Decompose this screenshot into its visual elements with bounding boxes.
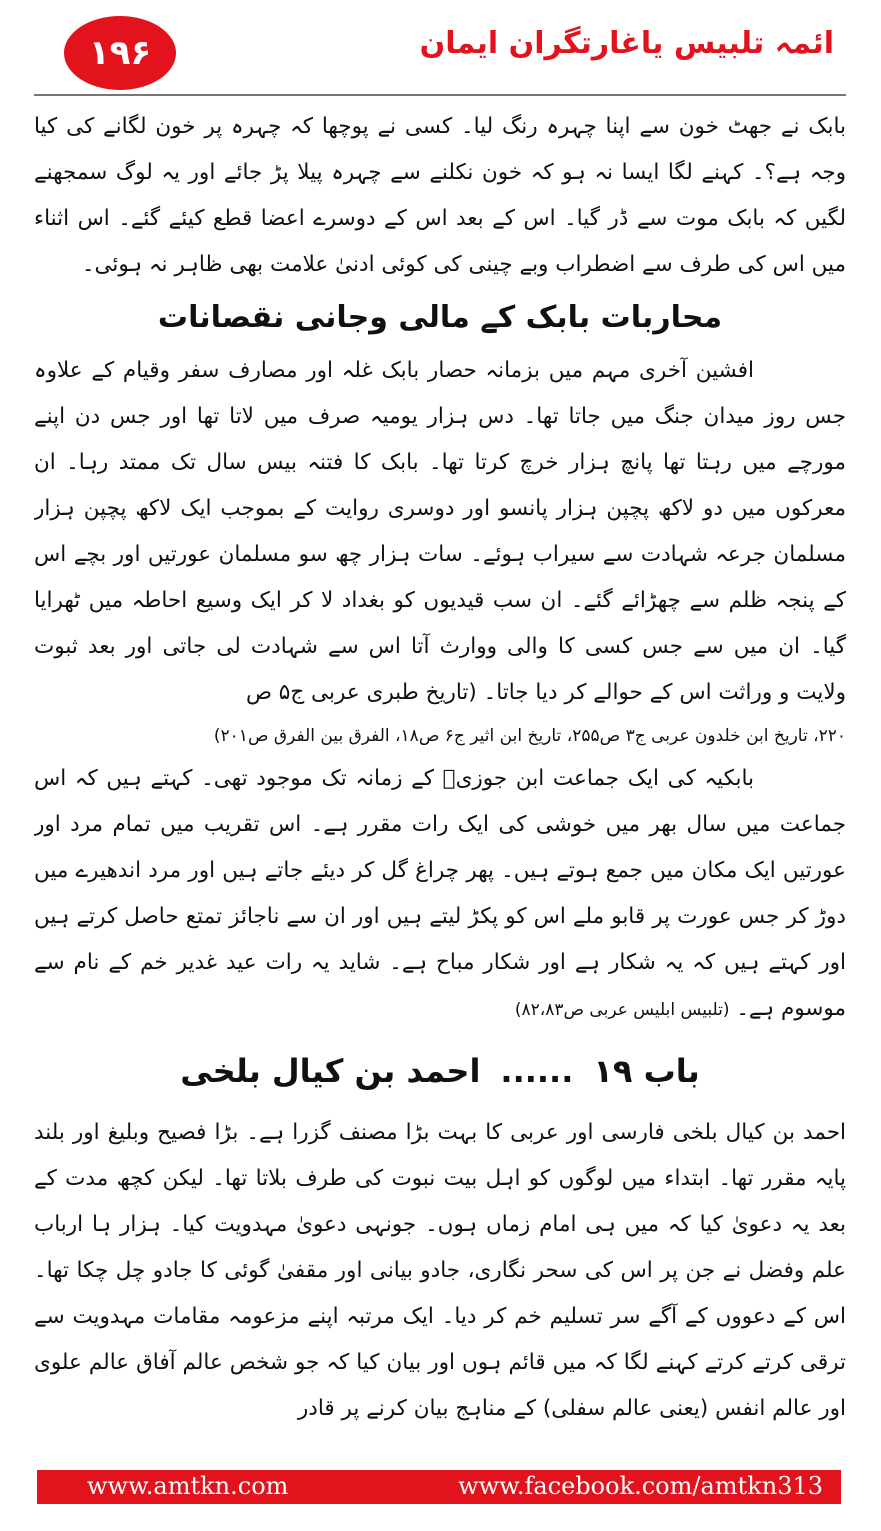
page-number-badge: ۱۹۶ <box>64 16 176 90</box>
paragraph-1: بابک نے جھٹ خون سے اپنا چہرہ رنگ لیا۔ کسی نے پوچھا کہ چہرہ پر خون لگانے کی کیا وجہ ہے؟۔ کہنے لگا ایسا نہ ہو کہ خون نکلنے سے چہرہ پیلا پڑ جائے اور یہ لوگ سمجھنے لگیں کہ بابک موت سے ڈر گیا۔ اس کے بعد اس کے دوسرے اعضا قطع کیئے گئے۔ اس اثناء میں اس کی طرف سے اضطراب وبے چینی کی کوئی ادنیٰ علامت بھی ظاہر نہ ہوئی۔ <box>34 114 846 277</box>
paragraph-3 <box>34 756 846 1032</box>
reference-line-2: (تلبیس ابلیس عربی ص۸۲،۸۳) <box>514 1000 730 1020</box>
website-link[interactable]: www.amtkn.com <box>87 1472 289 1500</box>
chapter-label: باب ۱۹ <box>593 1052 700 1090</box>
paragraph-3-text: بابکیہ کی ایک جماعت ابن جوزیؒ کے زمانہ تک موجود تھی۔ کہتے ہیں کہ اس جماعت میں سال بھر میں خوشی کی ایک رات مقرر ہے۔ اس تقریب میں تمام مرد اور عورتیں ایک مکان میں جمع ہوتے ہیں۔ پھر چراغ گل کر دیئے جاتے ہیں اور مرد اندھیرے میں دوڑ کر جس عورت پر قابو ملے اس کو پکڑ لیتے ہیں اور ان سے ناجائز تمتع حاصل کرتے ہیں اور کہتے ہیں کہ یہ شکار ہے اور شکار مباح ہے۔ شاید یہ رات عید غدیر خم کے نام سے موسوم ہے۔ <box>34 766 846 1021</box>
facebook-link[interactable]: www.facebook.com/amtkn313 <box>458 1472 823 1500</box>
chapter-heading <box>34 1036 846 1106</box>
chapter-name: احمد بن کیال بلخی <box>180 1052 481 1090</box>
page-footer <box>37 1470 841 1504</box>
section-heading: محاربات بابک کے مالی وجانی نقصانات <box>157 300 723 335</box>
book-title: ائمہ تلبیس یاغارتگران ایمان <box>419 26 834 61</box>
reference-line-1: ۲۲۰، تاریخ ابن خلدون عربی ج۳ ص۲۵۵، تاریخ ابن اثیر ج۶ ص۱۸، الفرق بین الفرق ص۲۰۱) <box>213 726 846 746</box>
page-header <box>34 12 846 96</box>
page-body <box>34 104 846 1444</box>
header-divider <box>34 94 846 96</box>
chapter-dots: ...... <box>500 1052 574 1090</box>
paragraph-4: احمد بن کیال بلخی فارسی اور عربی کا بہت بڑا مصنف گزرا ہے۔ بڑا فصیح وبلیغ اور بلند پایہ مقرر تھا۔ ابتداء میں لوگوں کو اہل بیت نبوت کی طرف بلاتا تھا۔ لیکن کچھ مدت کے بعد یہ دعویٰ کیا کہ میں ہی امام زماں ہوں۔ جونہی دعویٰ مہدویت کیا۔ ہزار ہا ارباب علم وفضل نے جن پر اس کی سحر نگاری، جادو بیانی اور مقفیٰ گوئی کا جادو چل چکا تھا۔ اس کے دعووں کے آگے سر تسلیم خم کر دیا۔ ایک مرتبہ اپنے مزعومہ مقامات مہدویت سے ترقی کرتے کرتے کہنے لگا کہ میں قائم ہوں اور بیان کیا کہ جو شخص عالم آفاق عالم علوی اور عالم انفس (یعنی عالم سفلی) کے مناہج بیان کرنے پر قادر <box>34 1120 846 1421</box>
paragraph-2: افشین آخری مہم میں بزمانہ حصار بابک غلہ اور مصارف سفر وقیام کے علاوہ جس روز میدان جنگ میں جاتا تھا۔ دس ہزار یومیہ صرف میں لاتا تھا اور جس دن اپنے مورچے میں رہتا تھا پانچ ہزار خرچ کرتا تھا۔ بابک کا فتنہ بیس سال تک ممتد رہا۔ ان معرکوں میں دو لاکھ پچپن ہزار پانسو اور دوسری روایت کے بموجب ایک لاکھ پچپن ہزار مسلمان جرعہ شہادت سے سیراب ہوئے۔ سات ہزار چھ سو مسلمان عورتیں اور بچے اس کے پنجہ ظلم سے چھڑائے گئے۔ ان سب قیدیوں کو بغداد لا کر ایک وسیع احاطہ میں ٹھرایا گیا۔ ان میں سے جس کسی کا والی ووارث آتا اس سے شہادت لی جاتی اور بعد ثبوت ولایت و وراثت اس کے حوالے کر دیا جاتا۔ (تاریخ طبری عربی ج۵ ص <box>34 358 846 705</box>
